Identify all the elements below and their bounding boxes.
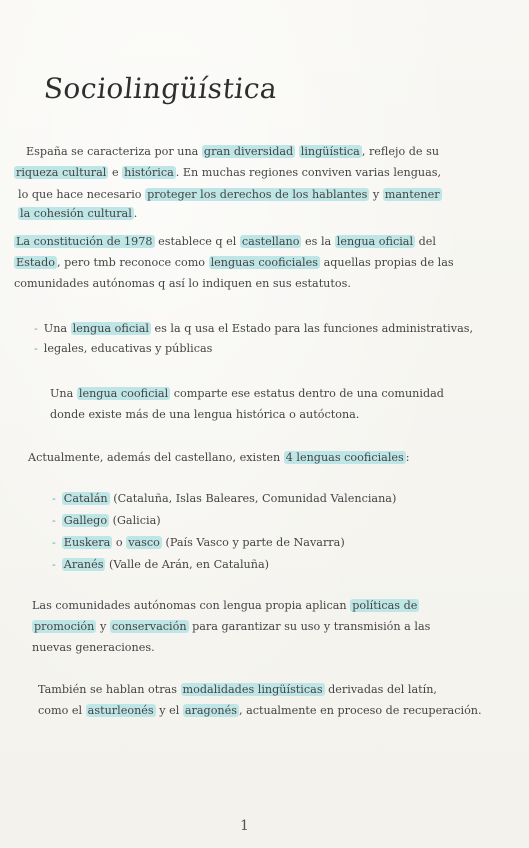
para4: Actualmente, además del castellano, existen 4 lenguas cooficiales : <box>28 451 410 464</box>
bullet-dash-icon: - <box>52 492 56 505</box>
bullet-dash-icon: - <box>52 536 56 549</box>
page-number: 1 <box>240 818 249 834</box>
bullet-dash-icon: - <box>34 322 38 335</box>
para3-line2: donde existe más de una lengua histórica o autóctona. <box>50 408 360 421</box>
para5-line2: promoción y conservación para garantizar su uso y transmisión a las <box>34 620 431 633</box>
para2-line3: comunidades autónomas q así lo indiquen en sus estatutos. <box>14 277 351 290</box>
bullet-dash-icon: - <box>34 342 38 355</box>
para1-line3: lo que hace necesario proteger los derechos de los hablantes y mantener <box>18 188 440 201</box>
para3-line1: Una lengua cooficial comparte ese estatus dentro de una comunidad <box>50 387 444 400</box>
bullet-legal: - legales, educativas y públicas <box>34 342 213 355</box>
bullet-dash-icon: - <box>52 558 56 571</box>
para2-line2: Estado , pero tmb reconoce como lenguas cooficiales aquellas propias de las <box>16 256 454 269</box>
para1-line2: riqueza cultural e histórica . En muchas regiones conviven varias lenguas, <box>16 166 442 179</box>
para1-line1: España se caracteriza por una gran diversidad lingüística , reflejo de su <box>26 145 440 158</box>
para2-line1: La constitución de 1978 establece q el castellano es la lengua oficial del <box>16 235 436 248</box>
bullet-dash-icon: - <box>52 514 56 527</box>
para5-line1: Las comunidades autónomas con lengua propia aplican políticas de <box>32 599 418 612</box>
language-item-catalan: - Catalán (Cataluña, Islas Baleares, Comunidad Valenciana) <box>52 492 397 505</box>
para6-line1: También se hablan otras modalidades lingüísticas derivadas del latín, <box>38 683 437 696</box>
language-item-basque: - Euskera o vasco (País Vasco y parte de Navarra) <box>52 536 345 549</box>
page-title: Sociolingüística <box>42 72 280 105</box>
para5-line3: nuevas generaciones. <box>32 641 155 654</box>
language-item-aranese: - Aranés (Valle de Arán, en Cataluña) <box>52 558 269 571</box>
bullet-official-language: - Una lengua oficial es la q usa el Estado para las funciones administrativas, <box>34 322 474 335</box>
para6-line2: como el asturleonés y el aragonés , actualmente en proceso de recuperación. <box>38 704 482 717</box>
language-item-galician: - Gallego (Galicia) <box>52 514 161 527</box>
para1-line4: la cohesión cultural . <box>20 207 138 220</box>
